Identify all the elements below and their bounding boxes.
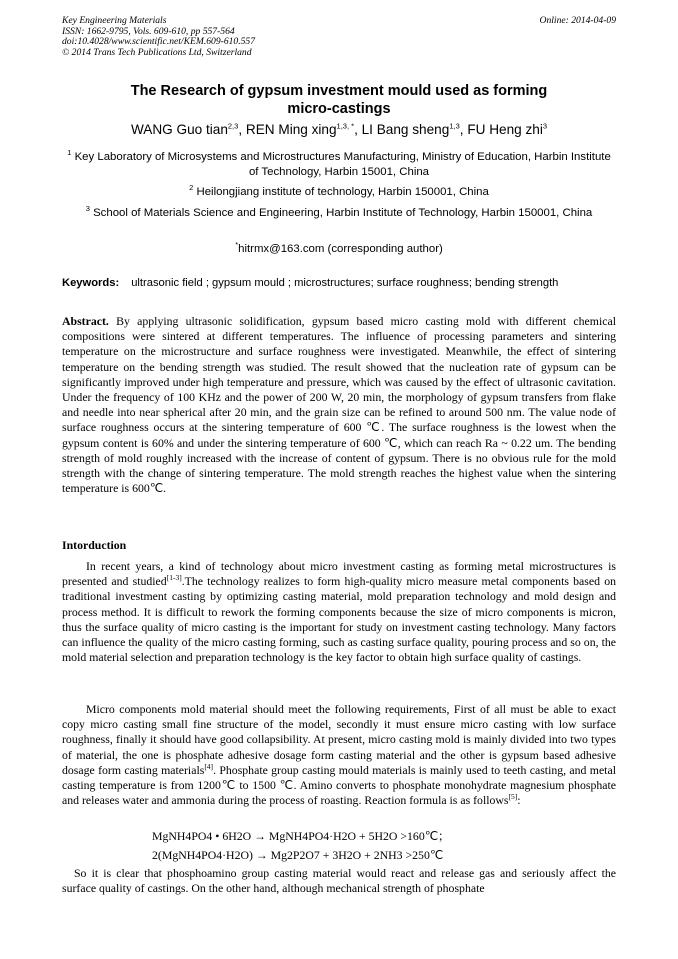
paragraph-text: .The technology realizes to form high-quality micro measure metal components based on traditional investment casting by optimizing casting material, mold preparation technology and mold design and process method. It is difficult to rework the forming components because the size of micro components is micron, thus the surface quality of micro casting is the important for study on investment casting technology. Many factors can influence the quality of the micro casting forming, such as casting surface quality, pouring process and so on, the mold material selection and preparation technology is the key factor to obtain high surface quality of castings. (62, 574, 616, 665)
author-list (62, 121, 616, 139)
affiliation-text: School of Materials Science and Engineering, Harbin Institute of Technology, Harbin 150001, China (93, 207, 593, 219)
copyright-line: © 2014 Trans Tech Publications Ltd, Switzerland (62, 46, 252, 58)
keywords-label: Keywords: (62, 277, 120, 289)
doi-line: doi:10.4028/www.scientific.net/KEM.609-610.557 (62, 36, 256, 48)
affiliation-number: 3 (85, 204, 90, 214)
author-name: FU Heng zhi (467, 122, 543, 137)
journal-name: Key Engineering Materials (62, 15, 167, 26)
paper-title (62, 82, 616, 118)
keywords-text: ultrasonic field ; gypsum mould ; microstructures; surface roughness; bending strength (131, 277, 559, 289)
author-affiliation-mark: 3 (542, 121, 548, 131)
author-separator: , (459, 122, 468, 137)
author-name: WANG Guo tian (130, 122, 228, 137)
author-separator: , (238, 122, 246, 137)
affiliation-number: 2 (189, 183, 194, 193)
citation: [5] (508, 792, 518, 802)
section-heading-introduction: Intorduction (62, 538, 127, 552)
affiliation-text: Heilongjiang institute of technology, Harbin 150001, China (196, 186, 489, 198)
affiliation-2 (62, 185, 616, 200)
affiliation-number: 1 (67, 148, 72, 158)
abstract-label: Abstract. (62, 314, 109, 328)
intro-paragraph-1 (62, 559, 616, 665)
author-affiliation-mark: 1,3, * (336, 121, 355, 131)
intro-paragraph-2 (62, 702, 616, 808)
author-separator: , (354, 122, 362, 137)
author-affiliation-mark: 1,3 (449, 121, 460, 131)
citation: [4] (204, 761, 214, 771)
abstract-text: By applying ultrasonic solidification, gypsum based micro casting mold with different chemical compositions were sintered at different temperatures. The influence of processing parameters and sintering temperature on the microstructure and surface roughness were investigated. Meanwhile, the effect of sintering temperature on the bending strength was studied. The result showed that the nucleation rate of gypsum can be significantly improved under high temperature and pressure, which was caused by the effect of ultrasonic cavitation. Under the frequency of 100 KHz and the power of 200 W, 20 min, the morphology of gypsum transfers from flake and needle into near spherical after 20 min, and the grain size can be refined to around 500 nm. The value node of surface roughness occurs at the sintering temperature of 600 ℃. The surface roughness is the lowest when the gypsum content is 60% and under the sintering temperature of 600 ℃, which can reach Ra ~ 0.22 um. The bending strength of mold roughly increased with the increase of content of gypsum. There is no obvious rule for the mold strength with the change of sintering temperature. The mold strength reaches the highest value when the sintering temperature is 600℃. (62, 314, 616, 496)
title-line-1: The Research of gypsum investment mould used as forming (130, 83, 548, 99)
email-text: hitrmx@163.com (corresponding author) (238, 243, 443, 255)
citation: [1-3] (166, 573, 182, 583)
abstract (62, 314, 616, 496)
affiliation-3 (62, 206, 616, 221)
intro-paragraph-3: So it is clear that phosphoamino group casting material would react and release gas and seriously affect the surface quality of castings. On the other hand, although mechanical strength of phosphate (62, 866, 616, 896)
title-line-2: micro-castings (287, 101, 391, 117)
author-affiliation-mark: 2,3 (227, 121, 239, 131)
reaction-equation-1: MgNH4PO4 • 6H2O → MgNH4PO4·H2O + 5H2O >160℃； (152, 829, 450, 843)
keywords (62, 276, 616, 291)
journal-header (62, 16, 255, 58)
corresponding-mark: * (235, 240, 239, 250)
affiliation-text: Key Laboratory of Microsystems and Microstructures Manufacturing, Ministry of Education, Harbin Institute of Technology, Harbin 15001, China (74, 151, 611, 178)
online-date: Online: 2014-04-09 (539, 15, 616, 26)
paragraph-text: In recent years, a kind of technology about micro investment casting as forming metal microstructures is presented and studied (62, 559, 616, 589)
corresponding-email (62, 242, 616, 257)
paragraph-text: : (517, 793, 521, 808)
author-name: LI Bang sheng (361, 122, 450, 137)
paragraph-text: Micro components mold material should meet the following requirements, First of all must be able to exact copy micro casting small fine structure of the model, secondly it must ensure micro casting with low surface roughness, finally it should have good collapsibility. At present, micro casting mold is mainly divided into two types of material, the one is phosphate adhesive dosage form casting material and the other is gypsum based adhesive dosage form casting materials (62, 702, 616, 777)
author-name: REN Ming xing (245, 122, 337, 137)
reaction-equation-2: 2(MgNH4PO4·H2O) → Mg2P2O7 + 3H2O + 2NH3 >250℃ (152, 848, 444, 862)
paragraph-text: . Phosphate group casting mould materials is mainly used to teeth casting, and metal casting temperature is from 1200℃ to 1500 ℃. Amino converts to phosphate monohydrate magnesium phosphate and releases water and ammonia during the process of roasting. Reaction formula is as follows (62, 762, 616, 808)
issn-line: ISSN: 1662-9795, Vols. 609-610, pp 557-564 (62, 25, 235, 37)
affiliation-1 (62, 150, 616, 180)
